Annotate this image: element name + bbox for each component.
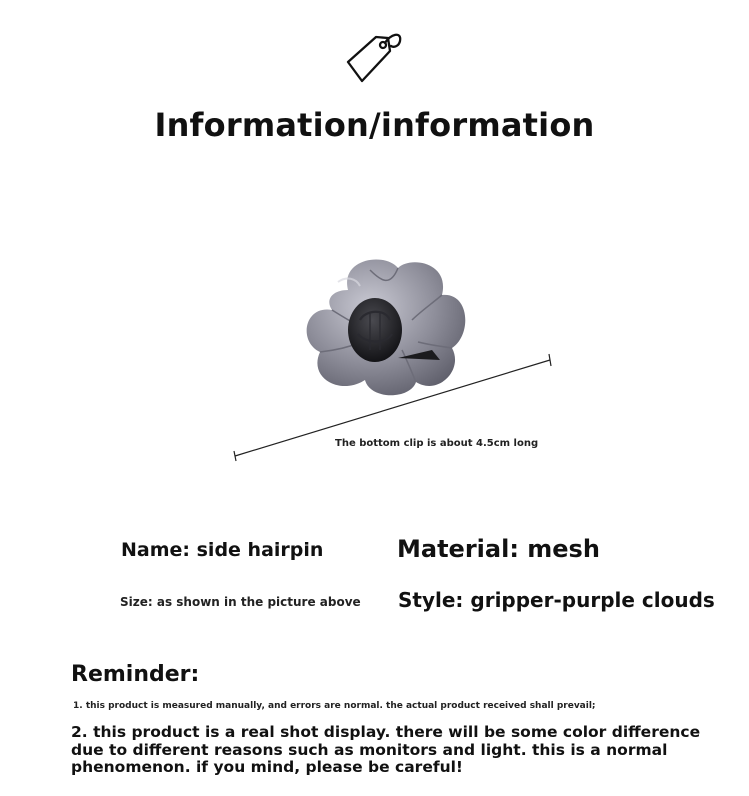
product-image <box>220 250 565 470</box>
product-name: Name: side hairpin <box>121 539 324 561</box>
page-title: Information/information <box>154 106 595 144</box>
flower-hairclip <box>307 259 466 395</box>
product-style: Style: gripper-purple clouds <box>398 588 715 612</box>
product-size: Size: as shown in the picture above <box>120 595 361 609</box>
reminder-note-1: 1. this product is measured manually, and errors are normal. the actual product received shall prevail; <box>73 701 596 711</box>
price-tag-icon <box>342 26 408 88</box>
product-material: Material: mesh <box>397 535 600 563</box>
reminder-note-2: 2. this product is a real shot display. there will be some color difference due to different reasons such as monitors and light. this is a normal phenomenon. if you mind, please be careful! <box>71 723 701 776</box>
reminder-heading: Reminder: <box>71 662 200 687</box>
measurement-label: The bottom clip is about 4.5cm long <box>335 438 539 449</box>
